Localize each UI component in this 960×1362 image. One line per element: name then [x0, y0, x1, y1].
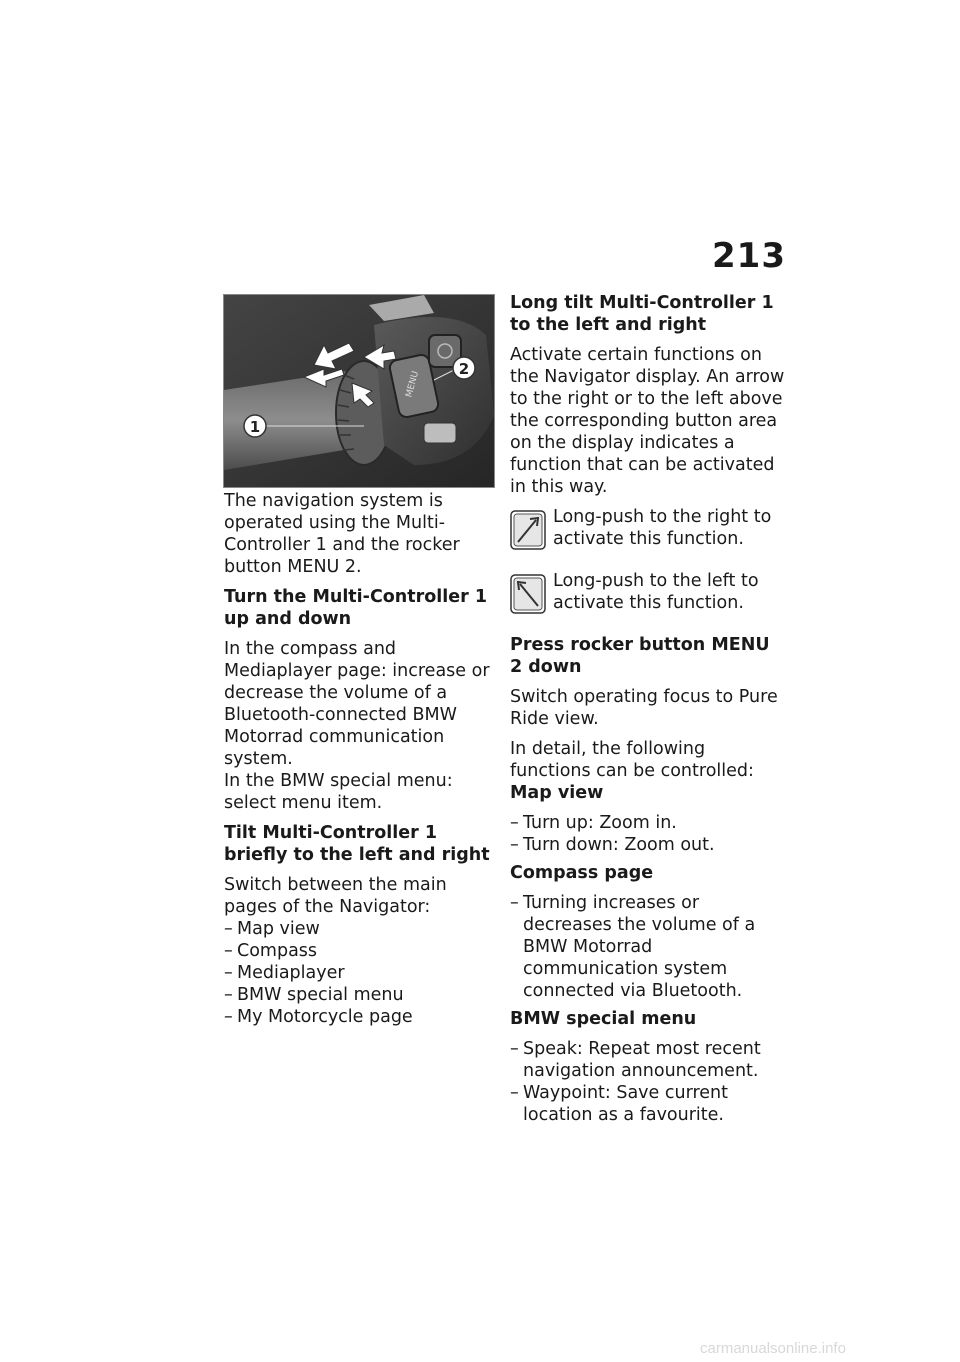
note-long-push-left — [510, 570, 785, 618]
handlebar-illustration — [224, 295, 494, 487]
callout-2: 2 — [458, 360, 470, 378]
long-tilt-paragraph: Activate certain functions on the Navigator display. An arrow to the right or to the left above the corresponding button area on the display indicates a function that can be activated in this way. — [510, 345, 785, 497]
compass-list — [510, 892, 785, 1002]
list-item: – Speak: Repeat most recent navigation announcement. — [510, 1038, 785, 1082]
lower-button — [424, 423, 456, 443]
list-item: – Mediaplayer — [224, 962, 499, 984]
note-long-push-right — [510, 506, 785, 554]
svg-text:MENU: MENU — [404, 370, 422, 399]
map-view-heading: Map view — [510, 783, 604, 803]
list-item: – Turn down: Zoom out. — [510, 834, 785, 856]
list-item: – My Motorcycle page — [224, 1006, 499, 1028]
turn-paragraph-2: In the BMW special menu: select menu item. — [224, 771, 453, 813]
arrow-left-button-icon — [510, 574, 546, 614]
section-heading-press: Press rocker button MENU 2 down — [510, 635, 770, 677]
section-heading-long-tilt: Long tilt Multi-Controller 1 to the left and right — [510, 293, 774, 335]
section-heading-turn: Turn the Multi-Controller 1 up and down — [224, 587, 488, 629]
list-item: – Waypoint: Save current location as a favourite. — [510, 1082, 785, 1126]
list-item: – Turn up: Zoom in. — [510, 812, 785, 834]
tilt-paragraph: Switch between the main pages of the Navigator: — [224, 875, 447, 917]
list-item: – Compass — [224, 940, 499, 962]
right-column — [510, 292, 785, 1132]
navigator-pages-list — [224, 918, 499, 1028]
compass-heading: Compass page — [510, 863, 654, 883]
footer-watermark: carmanualsonline.info — [700, 1340, 846, 1357]
intro-paragraph: The navigation system is operated using the Multi-Controller 1 and the rocker button MENU 2. — [224, 491, 460, 577]
callout-1: 1 — [249, 418, 261, 436]
page-number: 213 — [712, 236, 786, 276]
list-item: – BMW special menu — [224, 984, 499, 1006]
arrow-right-button-icon — [510, 510, 546, 550]
list-item: – Turning increases or decreases the volume of a BMW Motorrad communication system connected via Bluetooth. — [510, 892, 785, 1002]
map-view-list — [510, 812, 785, 856]
special-menu-list — [510, 1038, 785, 1126]
note-text: Long-push to the right to activate this function. — [553, 507, 772, 549]
press-paragraph-2: In detail, the following functions can be controlled: — [510, 739, 754, 781]
note-text: Long-push to the left to activate this function. — [553, 571, 759, 613]
list-item: – Map view — [224, 918, 499, 940]
turn-paragraph-1: In the compass and Mediaplayer page: increase or decrease the volume of a Bluetooth-connected BMW Motorrad communication system. — [224, 639, 490, 769]
press-paragraph-1: Switch operating focus to Pure Ride view. — [510, 687, 778, 729]
special-menu-heading: BMW special menu — [510, 1009, 697, 1029]
multi-controller-figure — [223, 294, 495, 488]
section-heading-tilt: Tilt Multi-Controller 1 briefly to the left and right — [224, 823, 490, 865]
left-column — [224, 490, 499, 1034]
